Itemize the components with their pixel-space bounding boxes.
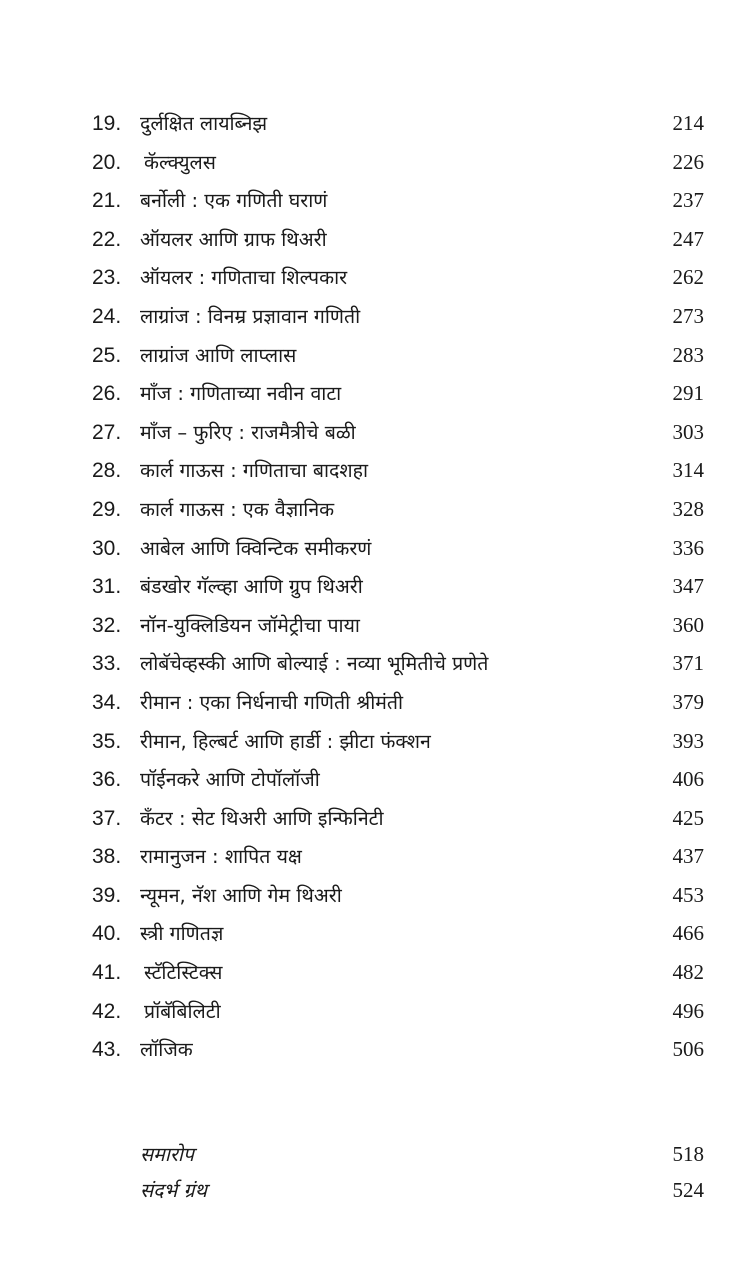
- toc-entry: [92, 799, 704, 838]
- entry-page: 336: [672, 535, 704, 560]
- toc-list: [92, 104, 704, 1069]
- entry-title: बंडखोर गॅल्व्हा आणि ग्रुप थिअरी: [140, 575, 363, 599]
- entry-number: 34.: [92, 690, 122, 714]
- entry-title: लॉजिक: [140, 1038, 193, 1062]
- toc-entry: [92, 876, 704, 915]
- toc-entry: [92, 914, 704, 953]
- entry-title: न्यूमन, नॅश आणि गेम थिअरी: [140, 883, 342, 907]
- entry-page: 506: [672, 1037, 704, 1062]
- entry-page: 247: [672, 226, 704, 251]
- entry-title: स्त्री गणितज्ञ: [140, 922, 224, 946]
- entry-number: 30.: [92, 536, 122, 560]
- toc-entry: [92, 1030, 704, 1069]
- toc-entry: [92, 451, 704, 490]
- toc-entry: [92, 529, 704, 568]
- entry-title: लाग्रांज : विनम्र प्रज्ञावान गणिती: [140, 304, 361, 328]
- entry-number: 41.: [92, 961, 122, 985]
- toc-entry: [92, 490, 704, 529]
- entry-title: लाग्रांज आणि लाप्लास: [140, 343, 297, 367]
- entry-title: दुर्लक्षित लायब्निझ: [140, 112, 268, 135]
- entry-number: 24.: [92, 304, 122, 328]
- entry-page: 291: [672, 381, 704, 406]
- entry-page: 273: [672, 303, 704, 328]
- entry-page: 482: [672, 960, 704, 985]
- entry-title: कॅल्क्युलस: [144, 150, 216, 174]
- entry-page: 466: [672, 921, 704, 946]
- toc-entry: [92, 644, 704, 683]
- toc-entry: [92, 760, 704, 799]
- entry-number: 39.: [92, 883, 122, 907]
- toc-entry: [92, 606, 704, 645]
- entry-number: 26.: [92, 382, 122, 406]
- toc-entry: [92, 992, 704, 1031]
- entry-number: 33.: [92, 652, 122, 676]
- entry-title: रीमान, हिल्बर्ट आणि हार्डी : झीटा फंक्शन: [140, 729, 431, 753]
- back-matter-page: 518: [672, 1142, 704, 1166]
- entry-number: 32.: [92, 613, 122, 637]
- entry-number: 36.: [92, 768, 122, 792]
- entry-page: 437: [672, 844, 704, 869]
- toc-entry: [92, 181, 704, 220]
- entry-number: 28.: [92, 459, 122, 483]
- back-matter-list: [92, 1136, 704, 1208]
- entry-number: 19.: [92, 112, 122, 135]
- toc-entry: [92, 722, 704, 761]
- entry-page: 379: [672, 689, 704, 714]
- entry-number: 29.: [92, 497, 122, 521]
- entry-title: कार्ल गाऊस : एक वैज्ञानिक: [140, 497, 335, 521]
- entry-page: 328: [672, 496, 704, 521]
- entry-number: 25.: [92, 343, 122, 367]
- entry-number: 40.: [92, 922, 122, 946]
- toc-entry: [92, 837, 704, 876]
- toc-entry: [92, 374, 704, 413]
- entry-number: 31.: [92, 575, 122, 599]
- entry-title: स्टॅटिस्टिक्स: [144, 961, 223, 985]
- entry-title: कार्ल गाऊस : गणिताचा बादशहा: [140, 459, 369, 483]
- toc-entry: [92, 143, 704, 182]
- entry-number: 43.: [92, 1038, 122, 1062]
- entry-page: 303: [672, 419, 704, 444]
- entry-page: 226: [672, 149, 704, 174]
- entry-number: 38.: [92, 845, 122, 869]
- entry-page: 283: [672, 342, 704, 367]
- entry-title: आबेल आणि क्विन्टिक समीकरणं: [140, 536, 372, 560]
- entry-title: प्रॉबॅबिलिटी: [144, 999, 221, 1023]
- entry-page: 496: [672, 998, 704, 1023]
- entry-page: 371: [672, 651, 704, 676]
- entry-number: 22.: [92, 227, 122, 251]
- toc-entry: [92, 953, 704, 992]
- toc-entry: [92, 220, 704, 259]
- toc-entry: [92, 104, 704, 143]
- entry-title: माँज : गणिताच्या नवीन वाटा: [140, 382, 342, 406]
- entry-page: 214: [672, 111, 704, 135]
- entry-page: 262: [672, 265, 704, 290]
- toc-entry: [92, 258, 704, 297]
- entry-title: लोबॅचेव्हस्की आणि बोल्याई : नव्या भूमितीचे प्रणेते: [140, 652, 489, 676]
- entry-page: 237: [672, 188, 704, 213]
- entry-title: रामानुजन : शापित यक्ष: [140, 845, 302, 869]
- entry-page: 406: [672, 767, 704, 792]
- toc-entry: [92, 297, 704, 336]
- entry-title: पॉईनकरे आणि टोपॉलॉजी: [140, 768, 320, 792]
- entry-page: 425: [672, 805, 704, 830]
- entry-title: ऑयलर : गणिताचा शिल्पकार: [140, 266, 348, 290]
- entry-page: 453: [672, 882, 704, 907]
- toc-entry: [92, 683, 704, 722]
- entry-title: बर्नोली : एक गणिती घराणं: [140, 189, 328, 213]
- entry-number: 21.: [92, 189, 122, 213]
- entry-page: 360: [672, 612, 704, 637]
- entry-title: रीमान : एका निर्धनाची गणिती श्रीमंती: [140, 690, 404, 714]
- entry-page: 314: [672, 458, 704, 483]
- entry-number: 20.: [92, 150, 122, 174]
- back-matter-title: समारोप: [140, 1143, 194, 1166]
- entry-number: 35.: [92, 729, 122, 753]
- entry-title: कँटर : सेट थिअरी आणि इन्फिनिटी: [140, 806, 384, 830]
- entry-title: माँज – फुरिए : राजमैत्रीचे बळी: [140, 420, 356, 444]
- entry-page: 347: [672, 574, 704, 599]
- toc-entry: [92, 336, 704, 375]
- entry-number: 37.: [92, 806, 122, 830]
- entry-number: 27.: [92, 420, 122, 444]
- entry-number: 23.: [92, 266, 122, 290]
- entry-title: ऑयलर आणि ग्राफ थिअरी: [140, 227, 327, 251]
- toc-entry: [92, 413, 704, 452]
- entry-number: 42.: [92, 999, 122, 1023]
- entry-page: 393: [672, 728, 704, 753]
- back-matter-page: 524: [672, 1178, 704, 1202]
- toc-entry: [92, 567, 704, 606]
- back-matter-entry: [92, 1172, 704, 1208]
- back-matter-title: संदर्भ ग्रंथ: [140, 1179, 207, 1202]
- back-matter-entry: [92, 1136, 704, 1172]
- entry-title: नॉन-युक्लिडियन जॉमेट्रीचा पाया: [140, 613, 360, 637]
